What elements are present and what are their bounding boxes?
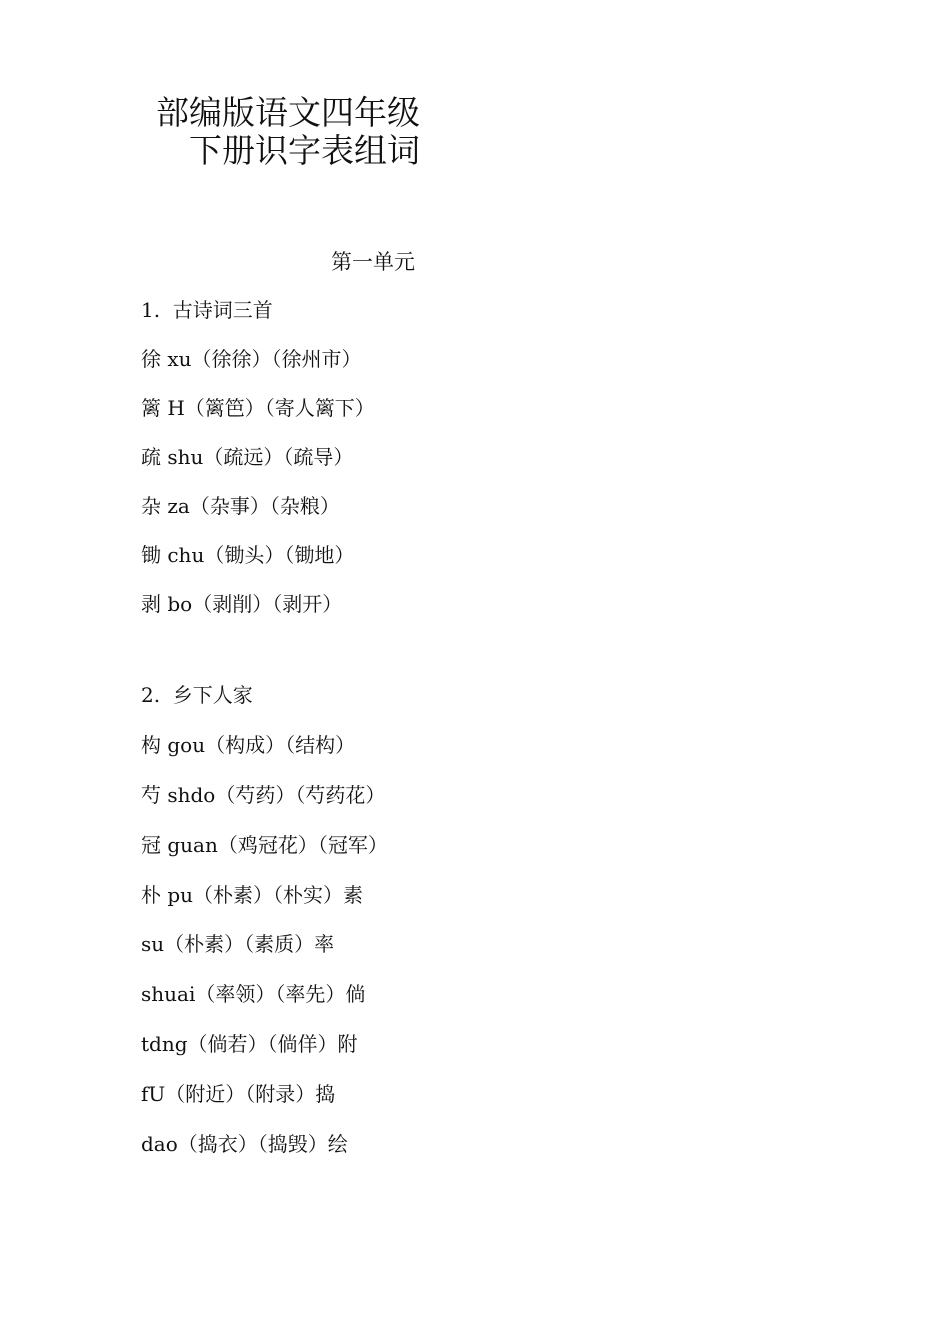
word-entry: dao（捣衣）（捣毁）绘 bbox=[141, 1132, 348, 1156]
word-entry: 锄 chu（锄头）（锄地） bbox=[141, 543, 355, 567]
unit-heading: 第一单元 bbox=[331, 250, 415, 274]
word-entry: 杂 za（杂事）（杂粮） bbox=[141, 494, 340, 518]
word-entry: su（朴素）（素质）率 bbox=[141, 932, 335, 956]
document-title bbox=[148, 94, 420, 170]
word-entry: 构 gou（构成）（结构） bbox=[141, 733, 356, 757]
word-entry: 徐 xu（徐徐）（徐州市） bbox=[141, 347, 362, 371]
word-entry: 芍 shdo（芍药）（芍药花） bbox=[141, 783, 386, 807]
word-entry: 冠 guan（鸡冠花）（冠军） bbox=[141, 833, 388, 857]
title-line-2: 下册识字表组词 bbox=[189, 131, 420, 170]
word-entry: 篱 H（篱笆）（寄人篱下） bbox=[141, 396, 375, 420]
word-entry: fU（附近）（附录）捣 bbox=[141, 1082, 336, 1106]
lesson-1-heading: 1. 古诗词三首 bbox=[141, 298, 273, 322]
word-entry: 剥 bo（剥削）（剥开） bbox=[141, 592, 343, 616]
word-entry: shuai（率领）（率先）倘 bbox=[141, 982, 366, 1006]
title-line-1: 部编版语文四年级 bbox=[156, 93, 420, 132]
word-entry: tdng（倘若）（倘佯）附 bbox=[141, 1032, 358, 1056]
word-entry: 疏 shu（疏远）（疏导） bbox=[141, 445, 354, 469]
lesson-2-heading: 2. 乡下人家 bbox=[141, 683, 253, 707]
word-entry: 朴 pu（朴素）（朴实）素 bbox=[141, 883, 364, 907]
